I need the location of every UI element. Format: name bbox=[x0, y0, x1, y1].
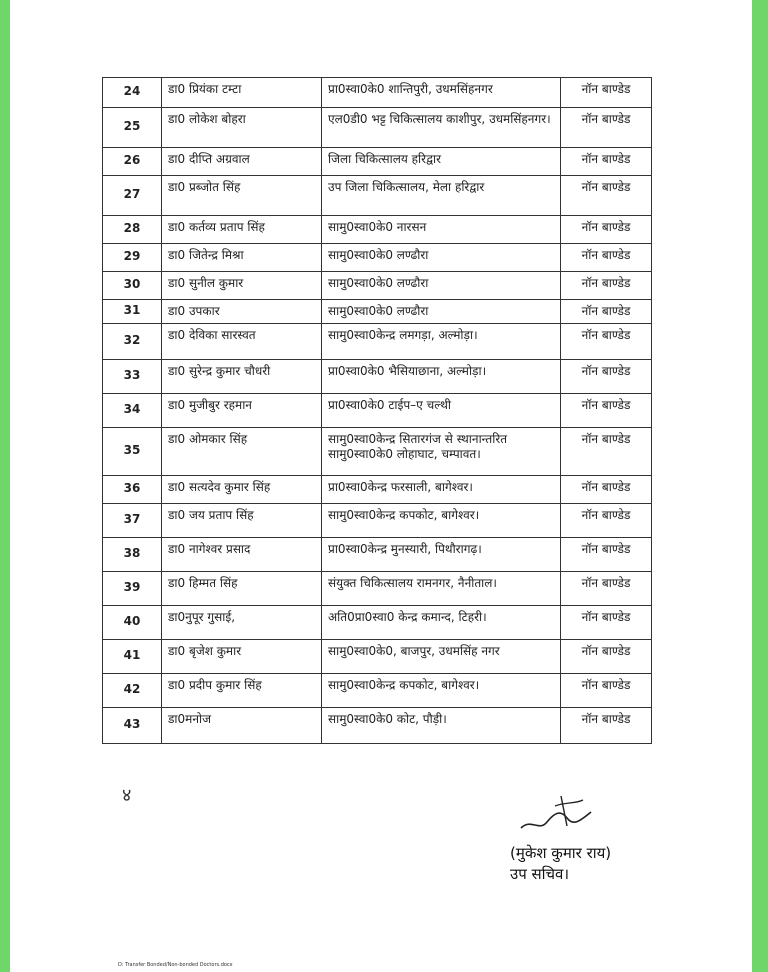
posting-place-cell: प्रा0स्वा0केन्द्र फरसाली, बागेश्वर। bbox=[322, 476, 561, 504]
category-cell: नॉन बाण्डेड bbox=[561, 360, 652, 394]
doctor-transfer-table bbox=[102, 77, 652, 744]
table-row bbox=[103, 324, 652, 360]
handwritten-page-number: ४ bbox=[122, 785, 132, 806]
category-cell: नॉन बाण्डेड bbox=[561, 244, 652, 272]
doctor-name-cell: डा0 जय प्रताप सिंह bbox=[162, 504, 322, 538]
category-cell: नॉन बाण्डेड bbox=[561, 476, 652, 504]
doctor-name-cell: डा0 नागेश्वर प्रसाद bbox=[162, 538, 322, 572]
serial-number-cell: 35 bbox=[103, 428, 162, 476]
doctor-name-cell: डा0 ओमकार सिंह bbox=[162, 428, 322, 476]
category-cell: नॉन बाण्डेड bbox=[561, 504, 652, 538]
footer-file-note: D: Transfer Bonded/Non-bonded Doctors.docx bbox=[118, 962, 233, 968]
doctor-name-cell: डा0 कर्तव्य प्रताप सिंह bbox=[162, 216, 322, 244]
posting-place-cell: प्रा0स्वा0के0 शान्तिपुरी, उधमसिंहनगर bbox=[322, 78, 561, 108]
serial-number-cell: 27 bbox=[103, 176, 162, 216]
posting-place-cell: सामु0स्वा0के0 नारसन bbox=[322, 216, 561, 244]
serial-number-cell: 26 bbox=[103, 148, 162, 176]
table-row bbox=[103, 360, 652, 394]
category-cell: नॉन बाण्डेड bbox=[561, 674, 652, 708]
posting-place-cell: सामु0स्वा0के0 कोट, पौड़ी। bbox=[322, 708, 561, 744]
doctor-name-cell: डा0 प्रियंका टम्टा bbox=[162, 78, 322, 108]
doctor-name-cell: डा0 सुनील कुमार bbox=[162, 272, 322, 300]
category-cell: नॉन बाण्डेड bbox=[561, 640, 652, 674]
category-cell: नॉन बाण्डेड bbox=[561, 272, 652, 300]
serial-number-cell: 42 bbox=[103, 674, 162, 708]
category-cell: नॉन बाण्डेड bbox=[561, 176, 652, 216]
serial-number-cell: 31 bbox=[103, 300, 162, 324]
serial-number-cell: 33 bbox=[103, 360, 162, 394]
posting-place-cell: एल0डी0 भट्ट चिकित्सालय काशीपुर, उधमसिंहनगर। bbox=[322, 108, 561, 148]
signatory-name: (मुकेश कुमार राय) bbox=[510, 844, 612, 862]
table-row bbox=[103, 476, 652, 504]
serial-number-cell: 37 bbox=[103, 504, 162, 538]
posting-place-cell: सामु0स्वा0के0 लण्ढौरा bbox=[322, 300, 561, 324]
table-row bbox=[103, 176, 652, 216]
table-row bbox=[103, 394, 652, 428]
doctor-name-cell: डा0नुपूर गुसाई, bbox=[162, 606, 322, 640]
table-body bbox=[103, 78, 652, 744]
doctor-name-cell: डा0 दीप्ति अग्रवाल bbox=[162, 148, 322, 176]
table-row bbox=[103, 216, 652, 244]
serial-number-cell: 30 bbox=[103, 272, 162, 300]
serial-number-cell: 29 bbox=[103, 244, 162, 272]
doctor-name-cell: डा0 प्रब्जोत सिंह bbox=[162, 176, 322, 216]
table-row bbox=[103, 674, 652, 708]
table-row bbox=[103, 708, 652, 744]
posting-place-cell: अति0प्रा0स्वा0 केन्द्र कमान्द, टिहरी। bbox=[322, 606, 561, 640]
table-row bbox=[103, 78, 652, 108]
posting-place-cell: प्रा0स्वा0के0 भैसियाछाना, अल्मोड़ा। bbox=[322, 360, 561, 394]
serial-number-cell: 38 bbox=[103, 538, 162, 572]
table-row bbox=[103, 272, 652, 300]
serial-number-cell: 34 bbox=[103, 394, 162, 428]
serial-number-cell: 24 bbox=[103, 78, 162, 108]
posting-place-cell: सामु0स्वा0केन्द्र कपकोट, बागेश्वर। bbox=[322, 674, 561, 708]
table-row bbox=[103, 428, 652, 476]
doctor-name-cell: डा0 देविका सारस्वत bbox=[162, 324, 322, 360]
signatory-designation: उप सचिव। bbox=[510, 865, 570, 883]
table-row bbox=[103, 606, 652, 640]
doctor-name-cell: डा0 मुजीबुर रहमान bbox=[162, 394, 322, 428]
posting-place-cell: सामु0स्वा0केन्द्र सितारगंज से स्थानान्तरित सामु0स्वा0के0 लोहाघाट, चम्पावत। bbox=[322, 428, 561, 476]
category-cell: नॉन बाण्डेड bbox=[561, 394, 652, 428]
category-cell: नॉन बाण्डेड bbox=[561, 78, 652, 108]
posting-place-cell: संयुक्त चिकित्सालय रामनगर, नैनीताल। bbox=[322, 572, 561, 606]
doctor-name-cell: डा0 प्रदीप कुमार सिंह bbox=[162, 674, 322, 708]
table-row bbox=[103, 148, 652, 176]
table-row bbox=[103, 244, 652, 272]
category-cell: नॉन बाण्डेड bbox=[561, 300, 652, 324]
table-row bbox=[103, 538, 652, 572]
posting-place-cell: सामु0स्वा0के0 लण्ढौरा bbox=[322, 272, 561, 300]
serial-number-cell: 36 bbox=[103, 476, 162, 504]
table-row bbox=[103, 640, 652, 674]
posting-place-cell: उप जिला चिकित्सालय, मेला हरिद्वार bbox=[322, 176, 561, 216]
doctor-name-cell: डा0 उपकार bbox=[162, 300, 322, 324]
category-cell: नॉन बाण्डेड bbox=[561, 324, 652, 360]
category-cell: नॉन बाण्डेड bbox=[561, 428, 652, 476]
posting-place-cell: प्रा0स्वा0केन्द्र मुनस्यारी, पिथौरागढ़। bbox=[322, 538, 561, 572]
category-cell: नॉन बाण्डेड bbox=[561, 708, 652, 744]
doctor-name-cell: डा0 बृजेश कुमार bbox=[162, 640, 322, 674]
serial-number-cell: 32 bbox=[103, 324, 162, 360]
table-row bbox=[103, 108, 652, 148]
doctor-name-cell: डा0 सत्यदेव कुमार सिंह bbox=[162, 476, 322, 504]
serial-number-cell: 41 bbox=[103, 640, 162, 674]
doctor-name-cell: डा0 जितेन्द्र मिश्रा bbox=[162, 244, 322, 272]
posting-place-cell: जिला चिकित्सालय हरिद्वार bbox=[322, 148, 561, 176]
doctor-name-cell: डा0मनोज bbox=[162, 708, 322, 744]
doctor-name-cell: डा0 लोकेश बोहरा bbox=[162, 108, 322, 148]
category-cell: नॉन बाण्डेड bbox=[561, 108, 652, 148]
signature-icon bbox=[517, 792, 595, 836]
doctor-name-cell: डा0 सुरेन्द्र कुमार चौधरी bbox=[162, 360, 322, 394]
category-cell: नॉन बाण्डेड bbox=[561, 538, 652, 572]
table-row bbox=[103, 504, 652, 538]
table-row bbox=[103, 300, 652, 324]
serial-number-cell: 25 bbox=[103, 108, 162, 148]
signatory-block bbox=[510, 843, 611, 885]
category-cell: नॉन बाण्डेड bbox=[561, 216, 652, 244]
serial-number-cell: 28 bbox=[103, 216, 162, 244]
serial-number-cell: 43 bbox=[103, 708, 162, 744]
posting-place-cell: सामु0स्वा0के0, बाजपुर, उधमसिंह नगर bbox=[322, 640, 561, 674]
serial-number-cell: 40 bbox=[103, 606, 162, 640]
doctor-name-cell: डा0 हिम्मत सिंह bbox=[162, 572, 322, 606]
category-cell: नॉन बाण्डेड bbox=[561, 148, 652, 176]
category-cell: नॉन बाण्डेड bbox=[561, 572, 652, 606]
table-row bbox=[103, 572, 652, 606]
posting-place-cell: सामु0स्वा0केन्द्र लमगड़ा, अल्मोड़ा। bbox=[322, 324, 561, 360]
serial-number-cell: 39 bbox=[103, 572, 162, 606]
posting-place-cell: सामु0स्वा0के0 लण्ढौरा bbox=[322, 244, 561, 272]
posting-place-cell: प्रा0स्वा0के0 टाईप–ए चल्थी bbox=[322, 394, 561, 428]
posting-place-cell: सामु0स्वा0केन्द्र कपकोट, बागेश्वर। bbox=[322, 504, 561, 538]
category-cell: नॉन बाण्डेड bbox=[561, 606, 652, 640]
